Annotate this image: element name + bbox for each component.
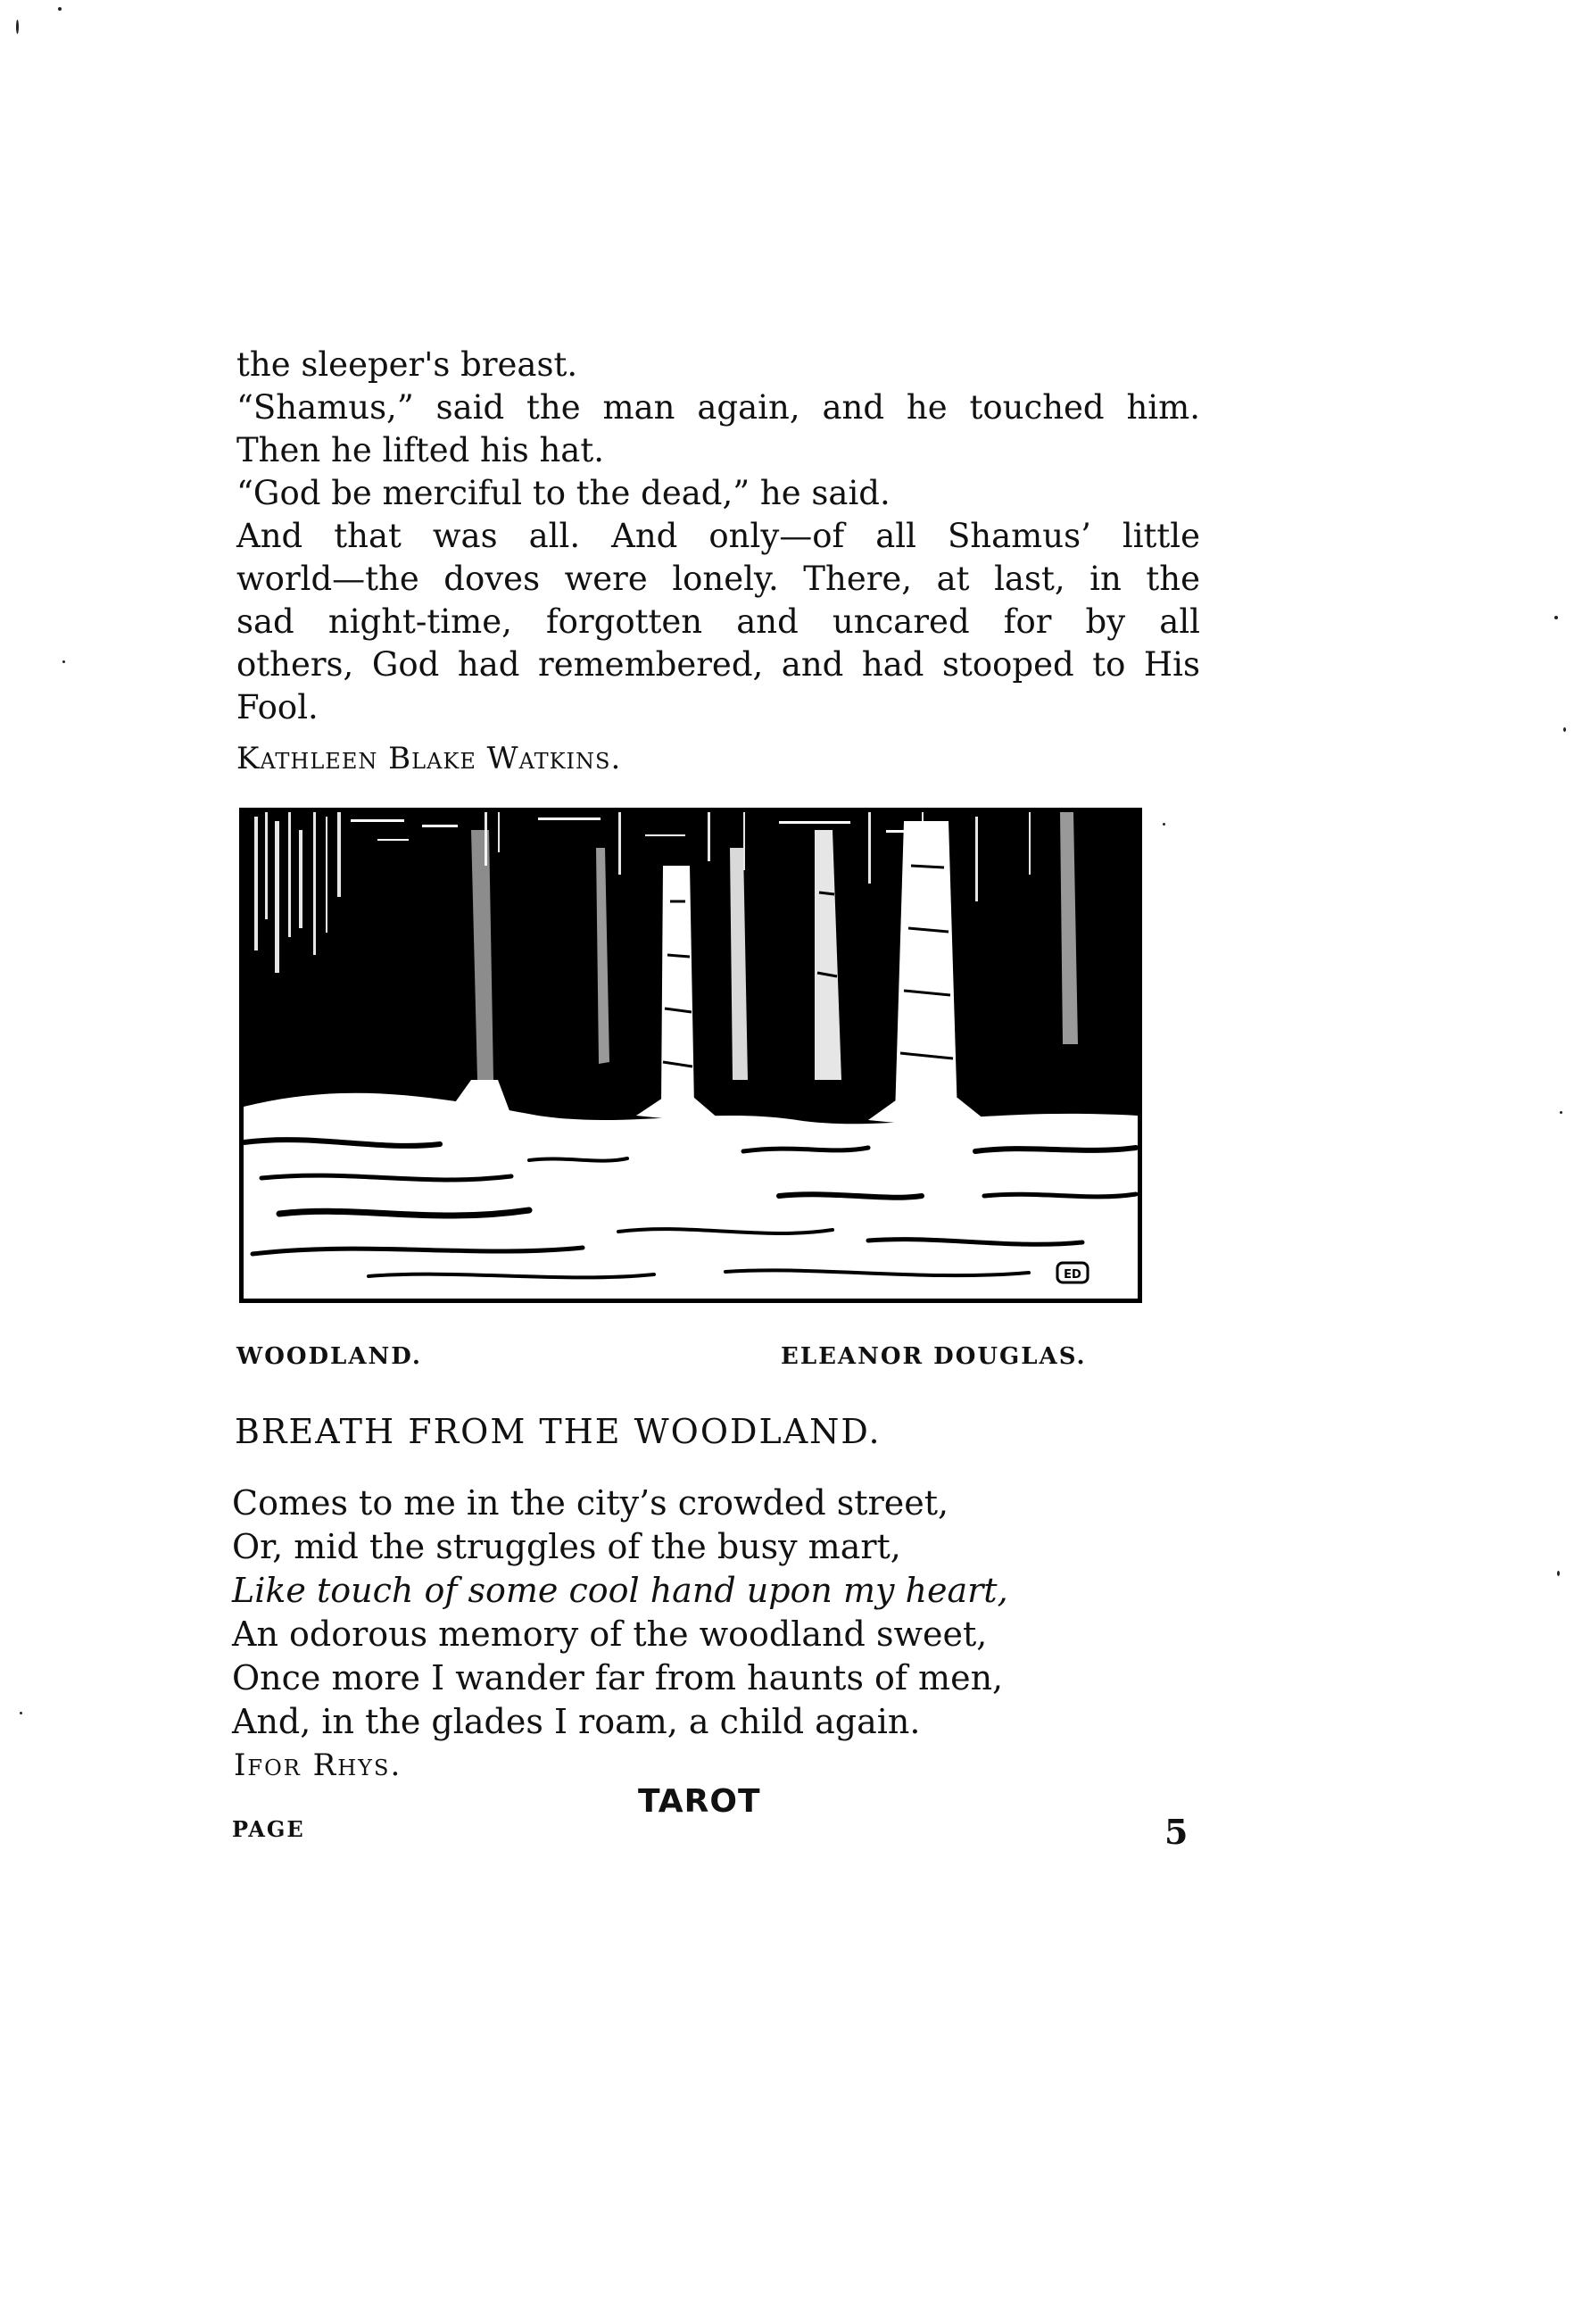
- scan-speck: [1560, 1111, 1562, 1114]
- forest-scene-image: [244, 812, 1138, 1299]
- prose-line: world—the doves were lonely. There, at last, in the: [236, 560, 1200, 598]
- poem-line: An odorous memory of the woodland sweet,: [232, 1614, 988, 1654]
- poem-line: And, in the glades I roam, a child again.: [232, 1702, 921, 1741]
- prose-line: “Shamus,” said the man again, and he touched him.: [236, 388, 1200, 427]
- scan-speck: [1557, 1571, 1560, 1576]
- scan-speck: [1554, 616, 1558, 619]
- page-number: 5: [1164, 1812, 1189, 1852]
- prose-line: sad night-time, forgotten and uncared for by all: [236, 602, 1200, 641]
- svg-text:ED: ED: [1064, 1268, 1081, 1282]
- scan-speck: [1563, 727, 1566, 732]
- prose-line: “God be merciful to the dead,” he said.: [236, 474, 891, 512]
- story-author-signature: Kathleen Blake Watkins.: [236, 741, 622, 776]
- scan-speck: [16, 20, 19, 34]
- poem-body: [232, 1482, 1008, 1744]
- poem-line: Like touch of some cool hand upon my heart,: [232, 1571, 1008, 1610]
- scan-speck: [20, 1712, 22, 1714]
- poem-line: Once more I wander far from haunts of men,: [232, 1658, 1004, 1697]
- page-label: PAGE: [232, 1816, 305, 1842]
- poem-title: BREATH FROM THE WOODLAND.: [235, 1412, 882, 1451]
- running-footer-title: TAROT: [638, 1783, 761, 1820]
- prose-line: And that was all. And only—of all Shamus’ little: [236, 517, 1200, 555]
- scan-speck: [1163, 823, 1165, 826]
- scan-speck: [62, 660, 65, 663]
- scan-speck: [58, 7, 62, 11]
- story-ending-text: [236, 344, 1200, 729]
- poem-line: Comes to me in the city’s crowded street,: [232, 1483, 949, 1523]
- illustration-artist-caption: ELEANOR DOUGLAS.: [781, 1343, 1087, 1370]
- prose-line: others, God had remembered, and had stooped to His: [236, 645, 1200, 684]
- prose-line: the sleeper's breast.: [236, 345, 578, 384]
- prose-line: Fool.: [236, 688, 319, 726]
- poem-line: Or, mid the struggles of the busy mart,: [232, 1527, 901, 1566]
- illustration-title-caption: WOODLAND.: [236, 1343, 422, 1370]
- poem-author-signature: Ifor Rhys.: [234, 1747, 402, 1783]
- prose-line: Then he lifted his hat.: [236, 431, 604, 469]
- woodland-woodcut-illustration: [239, 808, 1142, 1303]
